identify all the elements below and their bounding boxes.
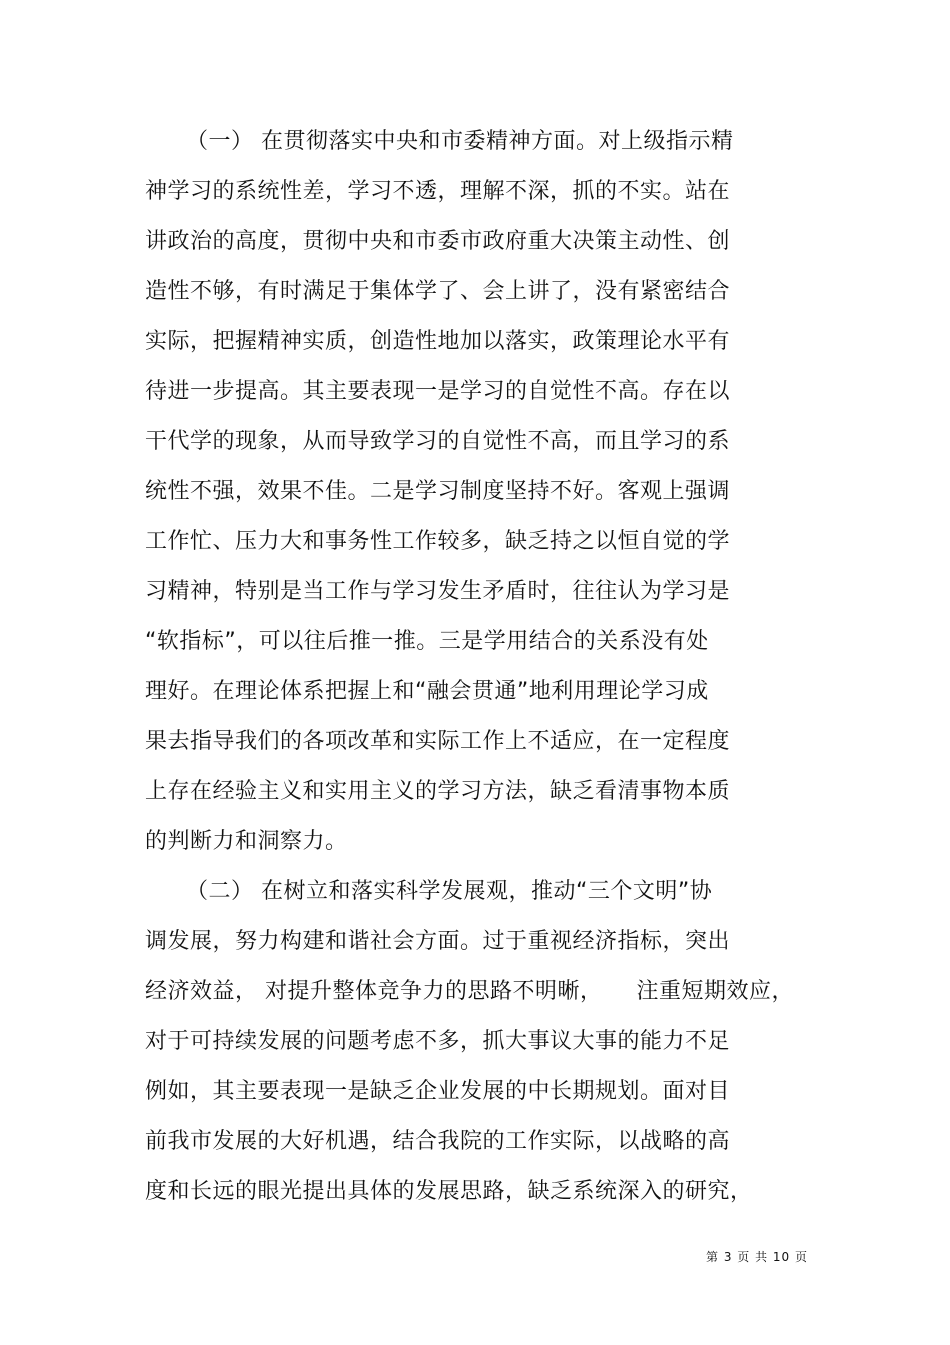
paragraph-line: 造性不够，有时满足于集体学了、会上讲了，没有紧密结合 xyxy=(145,279,731,304)
paragraph-line: （一） 在贯彻落实中央和市委精神方面。对上级指示精 xyxy=(186,129,734,154)
paragraph-line: 理好。在理论体系把握上和“融会贯通”地利用理论学习成 xyxy=(145,679,709,704)
paragraph-line: 对于可持续发展的问题考虑不多，抓大事议大事的能力不足 xyxy=(145,1029,731,1054)
paragraph-line: 果去指导我们的各项改革和实际工作上不适应，在一定程度 xyxy=(145,729,731,754)
page-number-footer: 第 3 页 共 10 页 xyxy=(706,1250,808,1264)
paragraph-line: 干代学的现象，从而导致学习的自觉性不高，而且学习的系 xyxy=(145,429,731,454)
paragraph-line: 习精神，特别是当工作与学习发生矛盾时，往往认为学习是 xyxy=(145,579,731,604)
paragraph-line: 统性不强，效果不佳。二是学习制度坚持不好。客观上强调 xyxy=(145,479,731,504)
paragraph-line: 前我市发展的大好机遇，结合我院的工作实际，以战略的高 xyxy=(145,1129,731,1154)
paragraph-line: 的判断力和洞察力。 xyxy=(145,829,348,854)
paragraph-line: 实际，把握精神实质，创造性地加以落实，政策理论水平有 xyxy=(145,329,731,354)
paragraph-line: 经济效益， 对提升整体竞争力的思路不明晰， 注重短期效应， xyxy=(145,979,794,1004)
paragraph-line: （二） 在树立和落实科学发展观，推动“三个文明”协 xyxy=(186,879,713,904)
paragraph-line: “软指标”，可以往后推一推。三是学用结合的关系没有处 xyxy=(145,629,709,654)
paragraph-line: 上存在经验主义和实用主义的学习方法，缺乏看清事物本质 xyxy=(145,779,731,804)
paragraph-line: 待进一步提高。其主要表现一是学习的自觉性不高。存在以 xyxy=(145,379,731,404)
paragraph-line: 工作忙、压力大和事务性工作较多，缺乏持之以恒自觉的学 xyxy=(145,529,731,554)
paragraph-line: 度和长远的眼光提出具体的发展思路，缺乏系统深入的研究， xyxy=(145,1179,753,1204)
paragraph-line: 调发展，努力构建和谐社会方面。过于重视经济指标，突出 xyxy=(145,929,731,954)
paragraph-line: 神学习的系统性差，学习不透，理解不深，抓的不实。站在 xyxy=(145,179,731,204)
paragraph-line: 讲政治的高度，贯彻中央和市委市政府重大决策主动性、创 xyxy=(145,229,731,254)
paragraph-line: 例如，其主要表现一是缺乏企业发展的中长期规划。面对目 xyxy=(145,1079,731,1104)
